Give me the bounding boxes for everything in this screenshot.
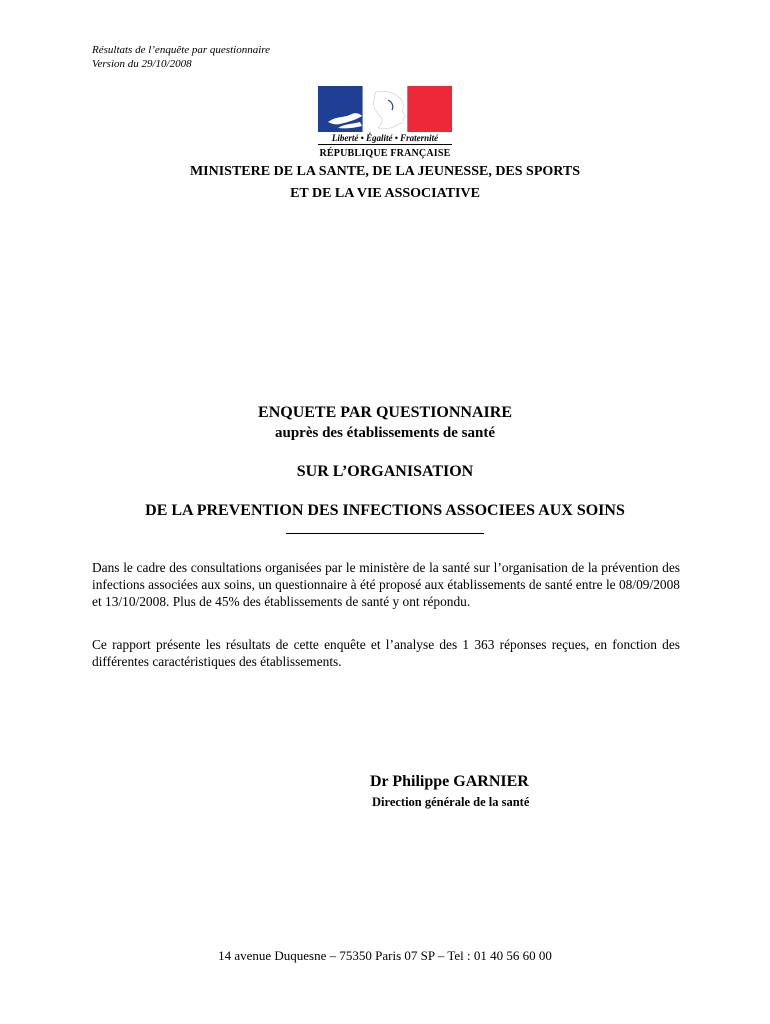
document-title-prevention: DE LA PREVENTION DES INFECTIONS ASSOCIEES AUX SOINS — [145, 502, 625, 519]
author-name: Dr Philippe GARNIER — [370, 773, 529, 790]
motto-divider — [318, 144, 452, 145]
document-title-organisation: SUR L’ORGANISATION — [296, 463, 474, 480]
footer-address: 14 avenue Duquesne – 75350 Paris 07 SP – Tel : 01 40 56 60 00 — [218, 948, 552, 963]
republic-motto: Liberté • Égalité • Fraternité — [331, 133, 439, 143]
document-subtitle: auprès des établissements de santé — [275, 425, 495, 441]
ministry-name-line2: ET DE LA VIE ASSOCIATIVE — [290, 186, 480, 201]
republique-francaise-label: RÉPUBLIQUE FRANÇAISE — [319, 148, 451, 159]
ministry-name-line1: MINISTERE DE LA SANTE, DE LA JEUNESSE, DES SPORTS — [189, 164, 581, 179]
document-title: ENQUETE PAR QUESTIONNAIRE — [258, 404, 512, 421]
intro-paragraph: Dans le cadre des consultations organisées par le ministère de la santé sur l’organisation de la prévention des infections associées aux soins, un questionnaire à été proposé aux établissements de santé entre le 08/09/2008 et 13/10/2008. Plus de 45% des établissements de santé y ont répondu. — [92, 560, 680, 609]
republique-francaise-logo — [318, 86, 452, 164]
title-divider — [286, 533, 484, 534]
marianne-flag-icon — [318, 86, 452, 132]
header-version: Version du 29/10/2008 — [92, 58, 192, 70]
header-survey-title: Résultats de l’enquête par questionnaire — [92, 44, 271, 56]
report-paragraph: Ce rapport présente les résultats de cette enquête et l’analyse des 1 363 réponses reçues, en fonction des différentes caractéristiques des établissements. — [92, 637, 680, 669]
author-direction: Direction générale de la santé — [372, 795, 530, 809]
